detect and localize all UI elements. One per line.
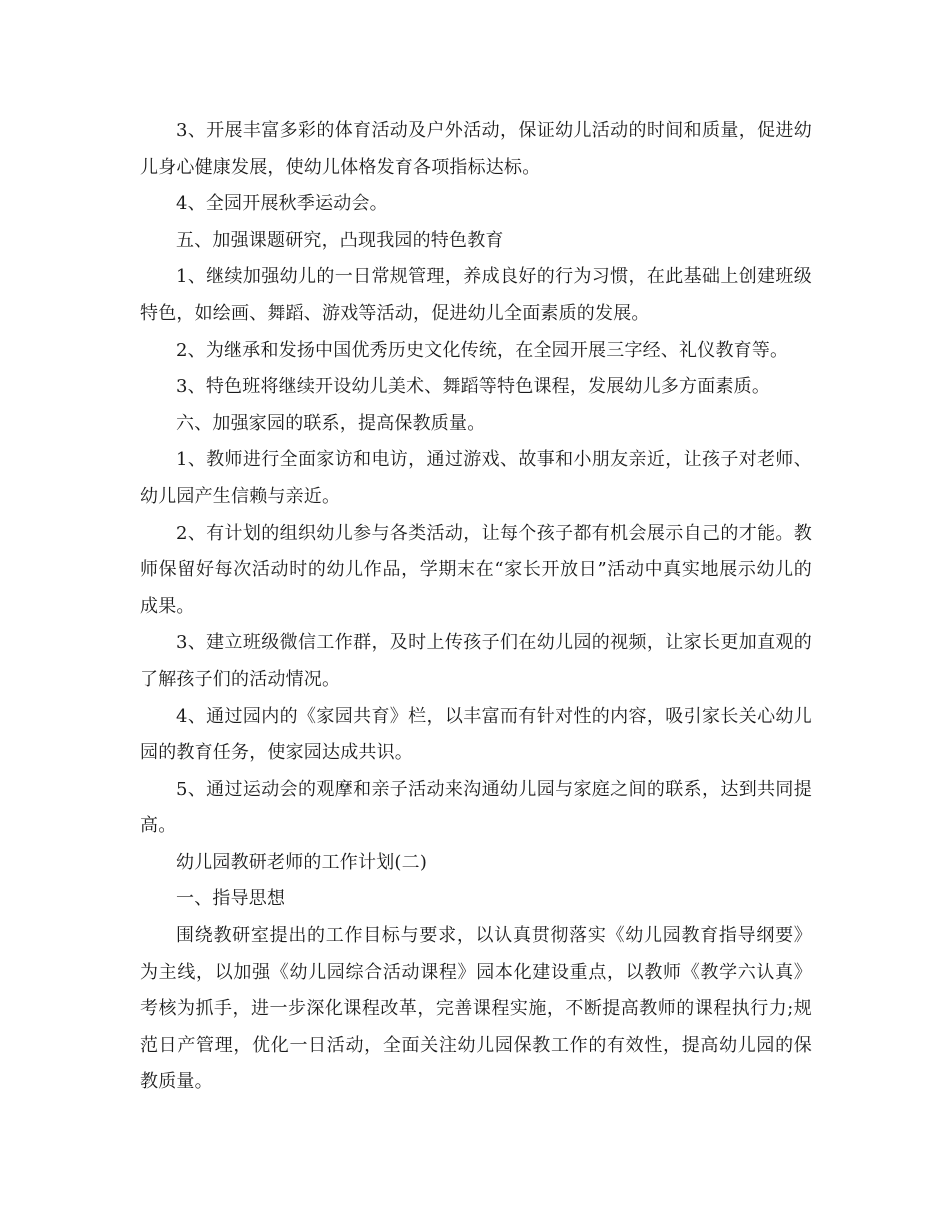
heading-section-six: 六、加强家园的联系，提高保教质量。 [176,412,486,434]
paragraph-pe-activities: 3、开展丰富多彩的体育活动及户外活动，保证幼儿活动的时间和质量，促进幼儿身心健康发展，使幼儿体格发育各项指标达标。 [140,120,812,178]
heading-plan-two: 幼儿园教研老师的工作计划(二) [176,851,428,873]
paragraph-daily-routine: 1、继续加强幼儿的一日常规管理，养成良好的行为习惯，在此基础上创建班级特色，如绘画、舞蹈、游戏等活动，促进幼儿全面素质的发展。 [140,266,812,324]
paragraph-planned-activities: 2、有计划的组织幼儿参与各类活动，让每个孩子都有机会展示自己的才能。教师保留好每次活动时的幼儿作品，学期末在“家长开放日”活动中真实地展示幼儿的成果。 [140,522,812,617]
paragraph-wechat-group: 3、建立班级微信工作群，及时上传孩子们在幼儿园的视频，让家长更加直观的了解孩子们的活动情况。 [140,632,812,690]
document-page [140,113,812,1101]
heading-section-five: 五、加强课题研究，凸现我园的特色教育 [176,229,504,251]
heading-guiding-thought: 一、指导思想 [176,888,286,910]
paragraph-guiding-thought-body: 围绕教研室提出的工作目标与要求，以认真贯彻落实《幼儿园教育指导纲要》为主线，以加强《幼儿园综合活动课程》园本化建设重点，以教师《教学六认真》考核为抓手，进一步深化课程改革，完善课程实施，不断提高教师的课程执行力;规范日产管理，优化一日活动，全面关注幼儿园保教工作的有效性，提高幼儿园的保教质量。 [140,925,812,1093]
paragraph-sports-meet: 4、全园开展秋季运动会。 [176,193,388,215]
paragraph-special-classes: 3、特色班将继续开设幼儿美术、舞蹈等特色课程，发展幼儿多方面素质。 [176,376,771,398]
paragraph-bulletin-board: 4、通过园内的《家园共育》栏，以丰富而有针对性的内容，吸引家长关心幼儿园的教育任务，使家园达成共识。 [140,705,812,764]
paragraph-home-visits: 1、教师进行全面家访和电访，通过游戏、故事和小朋友亲近，让孩子对老师、幼儿园产生信赖与亲近。 [140,449,812,507]
paragraph-sports-parent-child: 5、通过运动会的观摩和亲子活动来沟通幼儿园与家庭之间的联系，达到共同提高。 [140,778,812,837]
paragraph-culture-heritage: 2、为继承和发扬中国优秀历史文化传统，在全园开展三字经、礼仪教育等。 [176,339,789,361]
